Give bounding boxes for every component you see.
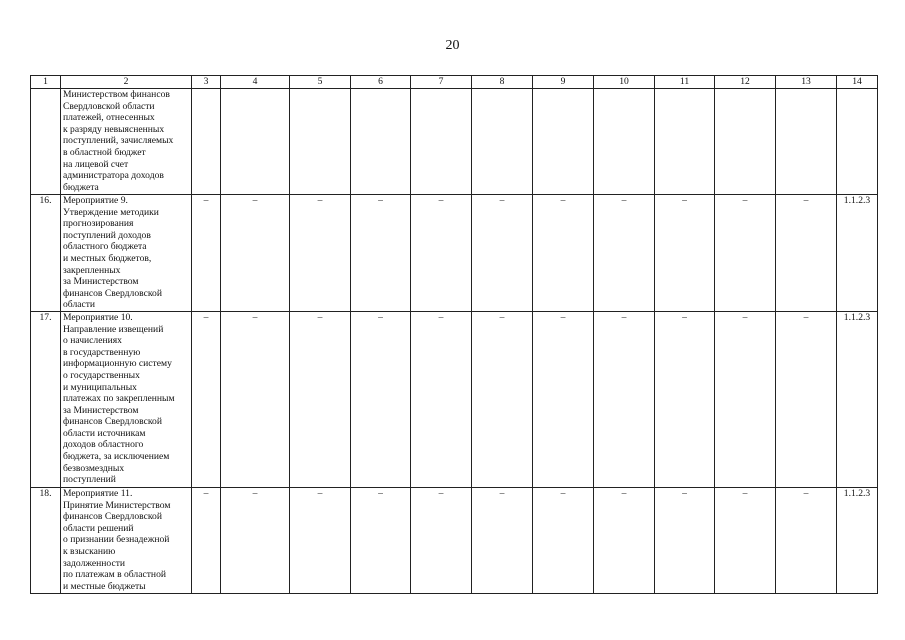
table-row [31, 89, 878, 195]
column-header-11: 11 [655, 76, 715, 89]
cell-col-10: – [594, 487, 655, 593]
cell-col-7: – [411, 311, 472, 487]
cell-col-13: – [776, 311, 837, 487]
cell-col-12: – [715, 311, 776, 487]
column-header-13: 13 [776, 76, 837, 89]
cell-col-7 [411, 89, 472, 195]
table-row [31, 195, 878, 312]
cell-col-13: – [776, 487, 837, 593]
cell-col-6: – [351, 311, 411, 487]
cell-col-10: – [594, 311, 655, 487]
cell-col-9: – [533, 195, 594, 312]
cell-col-4 [221, 89, 290, 195]
column-header-8: 8 [472, 76, 533, 89]
column-header-6: 6 [351, 76, 411, 89]
cell-col-11 [655, 89, 715, 195]
cell-col-8: – [472, 311, 533, 487]
row-code: 1.1.2.3 [837, 311, 878, 487]
cell-col-11: – [655, 195, 715, 312]
cell-col-10: – [594, 195, 655, 312]
cell-col-6 [351, 89, 411, 195]
row-number: 18. [31, 487, 61, 593]
column-header-3: 3 [192, 76, 221, 89]
cell-col-9 [533, 89, 594, 195]
column-header-9: 9 [533, 76, 594, 89]
row-code: 1.1.2.3 [837, 487, 878, 593]
column-header-7: 7 [411, 76, 472, 89]
row-number: 17. [31, 311, 61, 487]
row-description: Мероприятие 9. Утверждение методики прогнозирования поступлений доходов областного бюджета и местных бюджетов, закрепленных за Министерством финансов Свердловской области [61, 195, 192, 312]
cell-col-5: – [290, 487, 351, 593]
cell-col-4: – [221, 311, 290, 487]
cell-col-10 [594, 89, 655, 195]
column-header-4: 4 [221, 76, 290, 89]
cell-col-3: – [192, 195, 221, 312]
cell-col-12: – [715, 487, 776, 593]
cell-col-12 [715, 89, 776, 195]
column-header-5: 5 [290, 76, 351, 89]
cell-col-6: – [351, 195, 411, 312]
cell-col-8 [472, 89, 533, 195]
column-header-14: 14 [837, 76, 878, 89]
column-header-1: 1 [31, 76, 61, 89]
cell-col-8: – [472, 487, 533, 593]
data-table [30, 75, 878, 594]
table-header-row [31, 76, 878, 89]
row-number [31, 89, 61, 195]
column-header-2: 2 [61, 76, 192, 89]
row-description: Мероприятие 11. Принятие Министерством финансов Свердловской области решений о признании безнадежной к взысканию задолженности по платежам в областной и местные бюджеты [61, 487, 192, 593]
cell-col-13: – [776, 195, 837, 312]
table-row [31, 311, 878, 487]
cell-col-12: – [715, 195, 776, 312]
cell-col-7: – [411, 195, 472, 312]
cell-col-5: – [290, 311, 351, 487]
row-description: Мероприятие 10. Направление извещений о начислениях в государственную информационную систему о государственных и муниципальных платежах по закрепленным за Министерством финансов Свердловской области источникам доходов областного бюджета, за исключением безвозмездных поступлений [61, 311, 192, 487]
cell-col-4: – [221, 195, 290, 312]
cell-col-9: – [533, 487, 594, 593]
row-description: Министерством финансов Свердловской области платежей, отнесенных к разряду невыясненных поступлений, зачисляемых в областной бюджет на лицевой счет администратора доходов бюджета [61, 89, 192, 195]
cell-col-11: – [655, 487, 715, 593]
page-number: 20 [445, 38, 460, 53]
cell-col-8: – [472, 195, 533, 312]
table-row [31, 487, 878, 593]
column-header-10: 10 [594, 76, 655, 89]
cell-col-5: – [290, 195, 351, 312]
cell-col-3: – [192, 487, 221, 593]
cell-col-3: – [192, 311, 221, 487]
cell-col-11: – [655, 311, 715, 487]
cell-col-9: – [533, 311, 594, 487]
row-code: 1.1.2.3 [837, 195, 878, 312]
cell-col-5 [290, 89, 351, 195]
row-number: 16. [31, 195, 61, 312]
column-header-12: 12 [715, 76, 776, 89]
cell-col-4: – [221, 487, 290, 593]
row-code [837, 89, 878, 195]
cell-col-13 [776, 89, 837, 195]
cell-col-3 [192, 89, 221, 195]
cell-col-7: – [411, 487, 472, 593]
cell-col-6: – [351, 487, 411, 593]
